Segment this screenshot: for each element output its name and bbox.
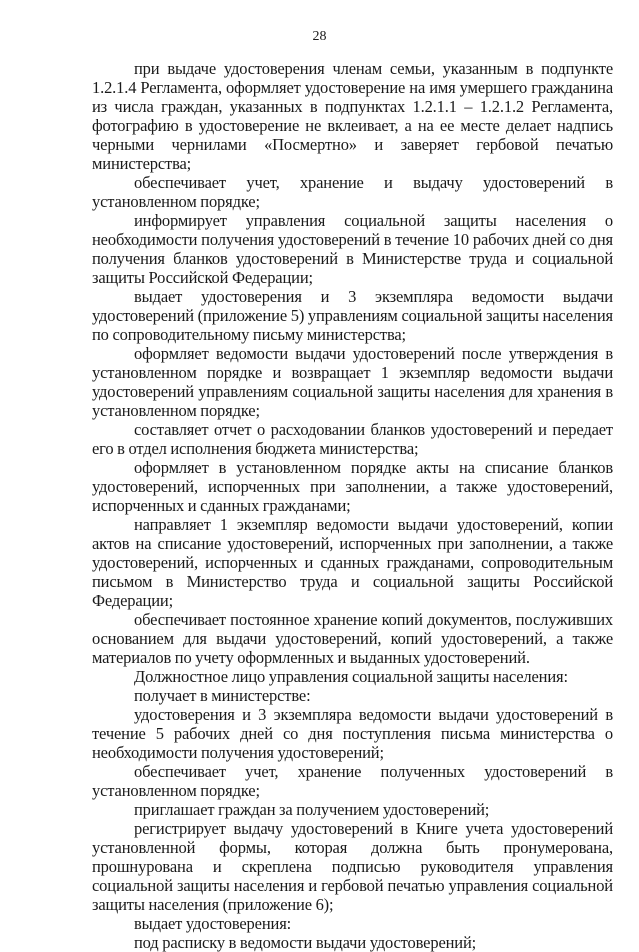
paragraph: под расписку в ведомости выдачи удостоверений; (134, 933, 477, 952)
paragraph: при выдаче удостоверения членам семьи, указанным в подпункте 1.2.1.4 Регламента, оформляет удостоверение на имя умершего гражданина из числа граждан, указанных в подпунктах 1.2.1.1 – 1.2.1.2 Регламента, фотографию в удостоверение не вклеивает, а на ее месте делает надпись черными чернилами «Посмертно» и заверяет гербовой печатью министерства; (92, 59, 613, 173)
body-text (92, 59, 613, 952)
paragraph: выдает удостоверения и 3 экземпляра ведомости выдачи удостоверений (приложение 5) управлениям социальной защиты населения по сопроводительному письму министерства; (92, 287, 613, 344)
paragraph: оформляет ведомости выдачи удостоверений после утверждения в установленном порядке и возвращает 1 экземпляр ведомости выдачи удостоверений управлениям социальной защиты населения для хранения в установленном порядке; (92, 344, 613, 420)
paragraph: приглашает граждан за получением удостоверений; (134, 800, 490, 819)
paragraph: Должностное лицо управления социальной защиты населения: (134, 667, 568, 686)
paragraph: обеспечивает учет, хранение полученных удостоверений в установленном порядке; (92, 762, 613, 800)
paragraph: получает в министерстве: (134, 686, 311, 705)
paragraph: регистрирует выдачу удостоверений в Книге учета удостоверений установленной формы, которая должна быть пронумерована, прошнурована и скреплена подписью руководителя управления социальной защиты населения и гербовой печатью управления социальной защиты населения (приложение 6); (92, 819, 613, 914)
paragraph: направляет 1 экземпляр ведомости выдачи удостоверений, копии актов на списание удостоверений, испорченных при заполнении, а также удостоверений, испорченных и сданных гражданами, сопроводительным письмом в Министерство труда и социальной защиты Российской Федерации; (92, 515, 613, 610)
paragraph: обеспечивает учет, хранение и выдачу удостоверений в установленном порядке; (92, 173, 613, 211)
paragraph: обеспечивает постоянное хранение копий документов, послуживших основанием для выдачи удостоверений, копий удостоверений, а также материалов по учету оформленных и выданных удостоверений. (92, 610, 613, 667)
page-number: 28 (312, 29, 327, 44)
paragraph: информирует управления социальной защиты населения о необходимости получения удостоверений в течение 10 рабочих дней со дня получения бланков удостоверений в Министерстве труда и социальной защиты Российской Федерации; (92, 211, 613, 287)
paragraph: выдает удостоверения: (134, 914, 292, 933)
paragraph: составляет отчет о расходовании бланков удостоверений и передает его в отдел исполнения бюджета министерства; (92, 420, 613, 458)
paragraph: удостоверения и 3 экземпляра ведомости выдачи удостоверений в течение 5 рабочих дней со дня поступления письма министерства о необходимости получения удостоверений; (92, 705, 613, 762)
paragraph: оформляет в установленном порядке акты на списание бланков удостоверений, испорченных при заполнении, а также удостоверений, испорченных и сданных гражданами; (92, 458, 613, 515)
